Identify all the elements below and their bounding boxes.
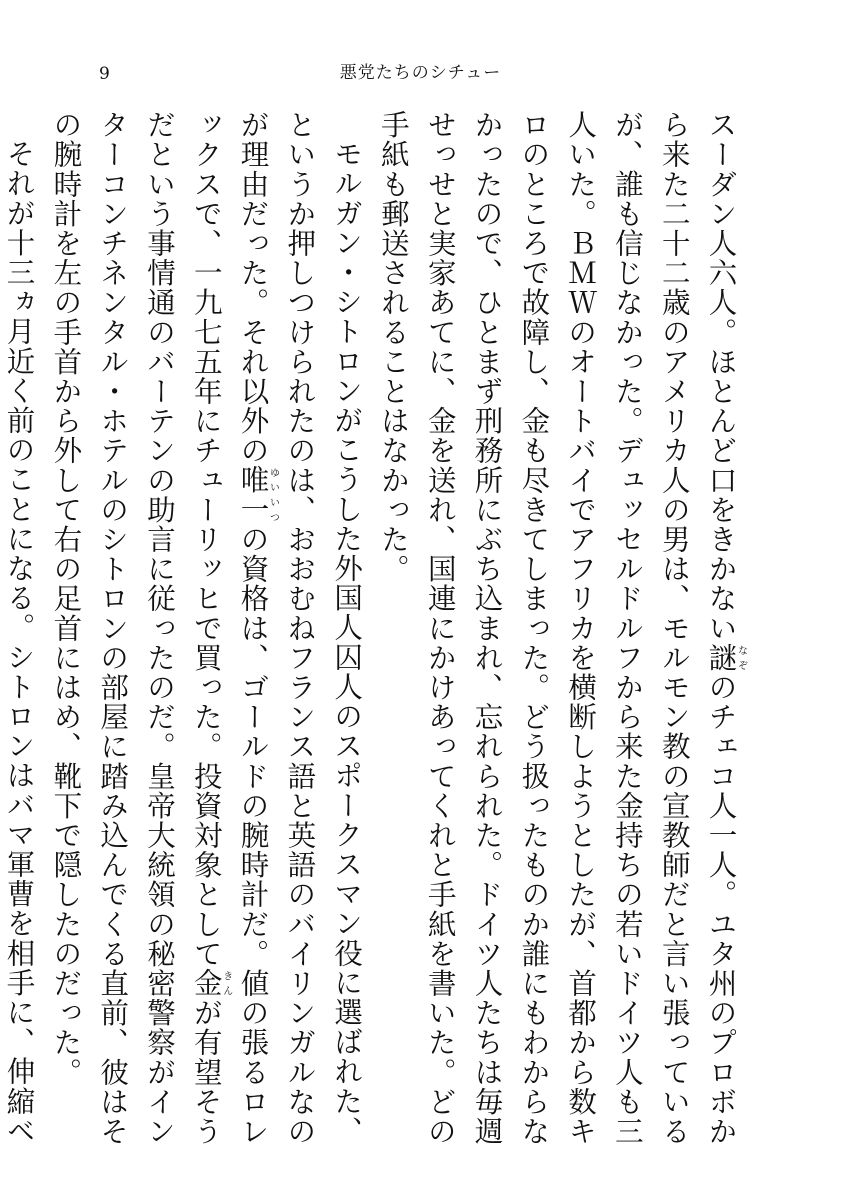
- ruby-base: 唯一: [236, 465, 270, 525]
- text-segment: モルガン・シトロンがこうした外国人囚人のスポークスマン役に選ばれた、というか押しつけられたのは、おおむねフランス語と英語のバイリンガルなのが理由だった。それ以外の: [236, 110, 364, 1146]
- text-segment: スーダン人六人。ほとんど口をきかない: [704, 110, 738, 643]
- ruby-annotation: [236, 465, 279, 525]
- paragraph-3: [0, 110, 42, 1150]
- ruby-reading: きん: [220, 968, 232, 998]
- ruby-base: 謎: [704, 642, 738, 673]
- paragraph-1: [369, 110, 746, 1150]
- ruby-base: 金: [189, 968, 223, 999]
- ruby-annotation: [189, 968, 232, 999]
- ruby-reading: なぞ: [735, 642, 747, 673]
- text-segment: それが十三ヵ月近く前のことになる。シトロンはバマ軍曹を相手に、伸縮ベ: [2, 138, 36, 1145]
- text-segment: が有望そうだという事情通のバーテンの助言に従ったのだ。皇帝大統領の秘密警察がインターコンチネンタル・ホテルのシトロンの部屋に踏み込んでくる直前、彼はその腕時計を左の手首から外して右の足首にはめ、靴下で隠したのだった。: [49, 110, 223, 1147]
- running-title: 悪党たちのシチュー: [339, 63, 502, 83]
- paragraph-2: [42, 110, 370, 1150]
- page-number: 9: [99, 64, 110, 84]
- ruby-annotation: [704, 642, 747, 673]
- text-segment: のチェコ人一人。ユタ州のプロボから来た二十二歳のアメリカ人の男は、モルモン教の宣教師だと言い張っているが、誰も信じなかった。デュッセルドルフから来た金持ちの若いドイツ人も三人いた。ＢＭＷのオートバイでアフリカを横断しようとしたが、首都から数キロのところで故障し、金も尽きてしまった。どう扱ったものか誰にもわからなかったので、ひとまず刑務所にぶち込まれ、忘れられた。ドイツ人たちは毎週せっせと実家あてに、金を送れ、国連にかけあってくれと手紙を書いた。どの手紙も郵送されることはなかった。: [376, 110, 738, 1147]
- ruby-reading: ゆいいつ: [267, 465, 279, 525]
- body-text: [2, 110, 747, 1150]
- text-segment: の資格は、ゴールドの腕時計だ。値の張るロレックスで、一九七五年にチューリッヒで買った。投資対象として: [189, 110, 270, 1147]
